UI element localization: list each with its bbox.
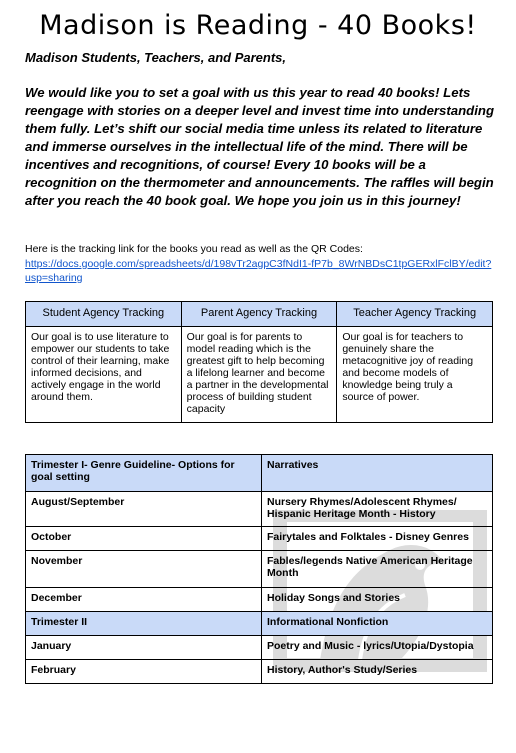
genre-month: October bbox=[26, 527, 262, 551]
genre-theme: Nursery Rhymes/Adolescent Rhymes/ Hispanic Heritage Month - History bbox=[262, 492, 493, 527]
page-title: Madison is Reading - 40 Books! bbox=[39, 10, 477, 41]
genre-month: August/September bbox=[26, 492, 262, 527]
genre-header-trimester1: Trimester I- Genre Guideline- Options for goal setting bbox=[26, 455, 262, 492]
genre-table bbox=[25, 454, 493, 684]
genre-month: February bbox=[26, 660, 262, 684]
genre-theme: Poetry and Music - lyrics/Utopia/Dystopia bbox=[262, 636, 493, 660]
genre-month: December bbox=[26, 588, 262, 612]
genre-month: November bbox=[26, 551, 262, 588]
tracking-link[interactable]: https://docs.google.com/spreadsheets/d/198vTr2agpC3fNdI1-fP7b_8WrNBDsC1tpGERxlFclBY/edit?usp=sharing bbox=[25, 258, 492, 284]
genre-header-trimester2: Trimester II bbox=[26, 612, 262, 636]
genre-month: January bbox=[26, 636, 262, 660]
genre-theme: Fairytales and Folktales - Disney Genres bbox=[262, 527, 493, 551]
genre-header-informational: Informational Nonfiction bbox=[262, 612, 493, 636]
agency-header-parent: Parent Agency Tracking bbox=[181, 302, 337, 327]
agency-header-teacher: Teacher Agency Tracking bbox=[337, 302, 493, 327]
greeting: Madison Students, Teachers, and Parents, bbox=[25, 50, 287, 65]
agency-cell-student: Our goal is to use literature to empower our students to take control of their learning, make informed decisions, and actively engage in the world around them. bbox=[26, 327, 182, 423]
intro-paragraph: We would like you to set a goal with us this year to read 40 books! Lets reengage with stories on a deeper level and invest time into understanding them fully. Let’s shift our social media time unless its related to literature and immerse ourselves in the intellectual life of the mind. There will be incentives and recognitions, of course! Every 10 books will be a recognition on the thermometer and announcements. The raffles will begin after you reach the 40 book goal. We hope you join us in this journey! bbox=[25, 85, 494, 208]
genre-theme: Fables/legends Native American Heritage Month bbox=[262, 551, 493, 588]
link-intro-text: Here is the tracking link for the books you read as well as the QR Codes: bbox=[25, 243, 363, 255]
genre-theme: History, Author's Study/Series bbox=[262, 660, 493, 684]
agency-cell-parent: Our goal is for parents to model reading which is the greatest gift to help becoming a lifelong learner and become a partner in the developmental process of building student capacity bbox=[181, 327, 337, 423]
genre-theme: Holiday Songs and Stories bbox=[262, 588, 493, 612]
genre-header-narratives: Narratives bbox=[262, 455, 493, 492]
agency-table bbox=[25, 301, 493, 423]
agency-cell-teacher: Our goal is for teachers to genuinely share the metacognitive joy of reading and become models of knowledge being truly a source of power. bbox=[337, 327, 493, 423]
agency-header-student: Student Agency Tracking bbox=[26, 302, 182, 327]
